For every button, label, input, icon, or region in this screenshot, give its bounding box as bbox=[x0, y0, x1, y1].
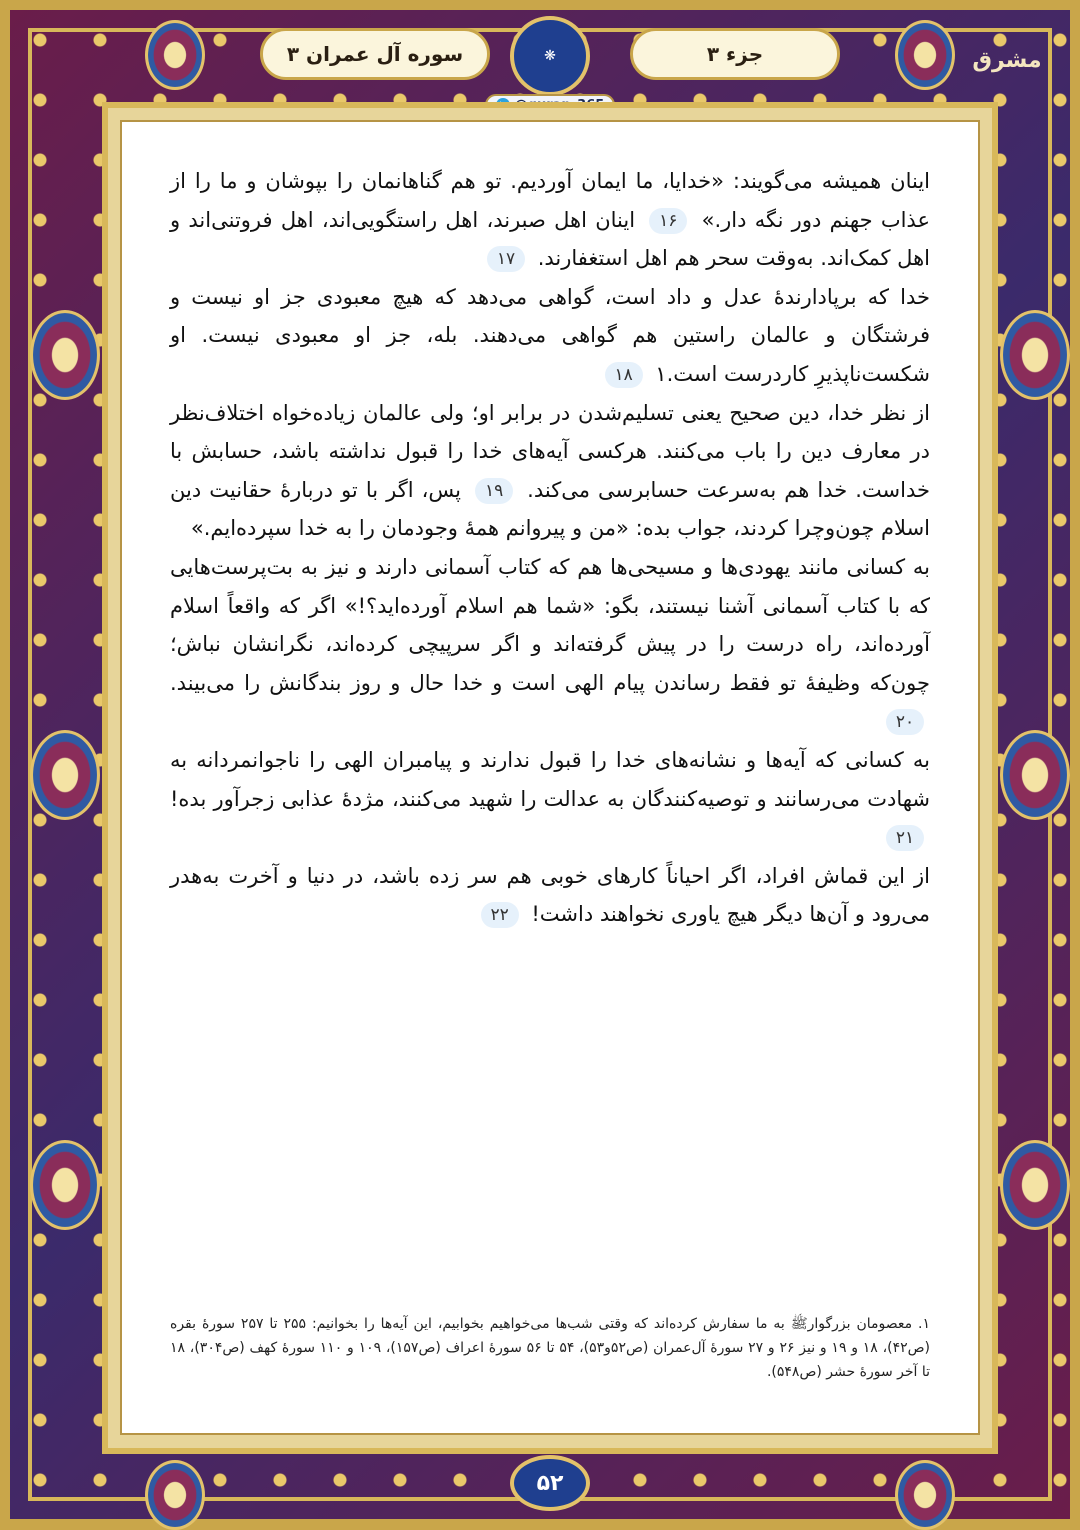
calligraphy-logo-icon: ❋ bbox=[510, 16, 590, 96]
paragraph-3 bbox=[170, 394, 930, 548]
verse-number-badge: ۱۸ bbox=[605, 362, 643, 388]
left-medallion-1 bbox=[30, 310, 100, 400]
text-page bbox=[120, 120, 980, 1435]
juz-cartouche bbox=[630, 28, 840, 80]
top-right-medallion bbox=[895, 20, 955, 90]
juz-label: جزء ۳ bbox=[706, 42, 764, 66]
paragraph-text: اینان اهل صبرند، اهل راستگویی‌اند، اهل فروتنی‌اند و اهل کمک‌اند. به‌وقت سحر هم اهل استغفارند. bbox=[170, 207, 930, 271]
translation-text bbox=[170, 162, 930, 934]
watermark-logo: مشرق bbox=[972, 47, 1042, 73]
footnote: ۱. معصومان بزرگوارﷺ به ما سفارش کرده‌اند که وقتی شب‌ها می‌خواهیم بخوابیم، این آیه‌ها را بخوانیم: ۲۵۵ تا ۲۵۷ سورهٔ بقره (ص۴۲)، ۱۸ و ۱۹ و نیز ۲۶ و ۲۷ سورهٔ آل‌عمران (ص۵۲و۵۳)، ۵۴ تا ۵۶ سورهٔ اعراف (ص۱۵۷)، ۱۰۹ و ۱۱۰ سورهٔ کهف (ص۳۰۴)، ۱۸ تا آخر سورهٔ حشر (ص۵۴۸). bbox=[170, 1316, 931, 1380]
verse-number-badge: ۱۹ bbox=[475, 478, 513, 504]
surah-cartouche bbox=[260, 28, 490, 80]
left-medallion-3 bbox=[30, 1140, 100, 1230]
verse-number-badge: ۲۰ bbox=[886, 709, 924, 735]
right-medallion-2 bbox=[1000, 730, 1070, 820]
paragraph-text: از نظر خدا، دین صحیح یعنی تسلیم‌شدن در برابر او؛ ولی عالمان زیاده‌خواه اختلاف‌نظر در معارف دین را باب می‌کنند. هرکسی آیه‌های خدا را قبول نداشته باشد، حسابش با خداست. خدا هم به‌سرعت حسابرسی می‌کند. bbox=[170, 400, 930, 502]
paragraph-1 bbox=[170, 162, 930, 278]
left-medallion-2 bbox=[30, 730, 100, 820]
verse-number-badge: ۲۱ bbox=[886, 825, 924, 851]
paragraph-text: به کسانی مانند یهودی‌ها و مسیحی‌ها هم که کتاب آسمانی دارند و نیز به بت‌پرست‌هایی که با کتاب آسمانی آشنا نیستند، بگو: «شما هم اسلام آورده‌اید؟!» اگر که واقعاً اسلام آورده‌اند، راه درست را در پیش گرفته‌اند و اگر سرپیچی کرده‌اند، نگرانشان نباش؛ چون‌که وظیفهٔ تو فقط رساندن پیام الهی است و خدا حال و روز بندگانش را می‌بیند. bbox=[170, 554, 930, 695]
verse-number-badge: ۲۲ bbox=[481, 902, 519, 928]
paragraph-text: پس، اگر با تو دربارهٔ حقانیت دین اسلام چون‌وچرا کردند، جواب بده: «من و پیروانم همهٔ وجودمان را به خدا سپرده‌ایم.» bbox=[170, 477, 930, 541]
paragraph-text: به کسانی که آیه‌ها و نشانه‌های خدا را قبول ندارند و پیامبران الهی را ناجوانمردانه به شهادت می‌رسانند و توصیه‌کنندگان به عدالت را شهید می‌کنند، مژدهٔ عذابی زجرآور بده! bbox=[170, 747, 930, 811]
paragraph-text: خدا که برپادارندهٔ عدل و داد است، گواهی می‌دهد که هیچ معبودی جز او نیست و فرشتگان و عالمان راستین هم گواهی می‌دهند. بله، جز او معبودی نیست. او شکست‌ناپذیرِ کاردرست است.۱ bbox=[170, 284, 930, 386]
paragraph-4 bbox=[170, 548, 930, 741]
page-number: ۵۲ bbox=[510, 1455, 590, 1511]
verse-number-badge: ۱۶ bbox=[649, 208, 687, 234]
right-medallion-3 bbox=[1000, 1140, 1070, 1230]
bottom-right-medallion bbox=[895, 1460, 955, 1530]
paragraph-2 bbox=[170, 278, 930, 394]
paragraph-5 bbox=[170, 741, 930, 857]
paragraph-6 bbox=[170, 857, 930, 934]
bottom-left-medallion bbox=[145, 1460, 205, 1530]
verse-number-badge: ۱۷ bbox=[487, 246, 525, 272]
top-left-medallion bbox=[145, 20, 205, 90]
surah-label: سوره آل عمران ۳ bbox=[286, 42, 464, 66]
right-medallion-1 bbox=[1000, 310, 1070, 400]
paragraph-text: اینان همیشه می‌گویند: «خدایا، ما ایمان آوردیم. تو هم گناهانمان را بپوشان و ما را از عذاب جهنم دور نگه دار.» bbox=[170, 169, 930, 232]
paragraph-text: از این قماش افراد، اگر احیاناً کارهای خوبی هم سر زده باشد، در دنیا و آخرت به‌هدر می‌رود و آن‌ها دیگر هیچ یاوری نخواهند داشت! bbox=[170, 863, 930, 927]
